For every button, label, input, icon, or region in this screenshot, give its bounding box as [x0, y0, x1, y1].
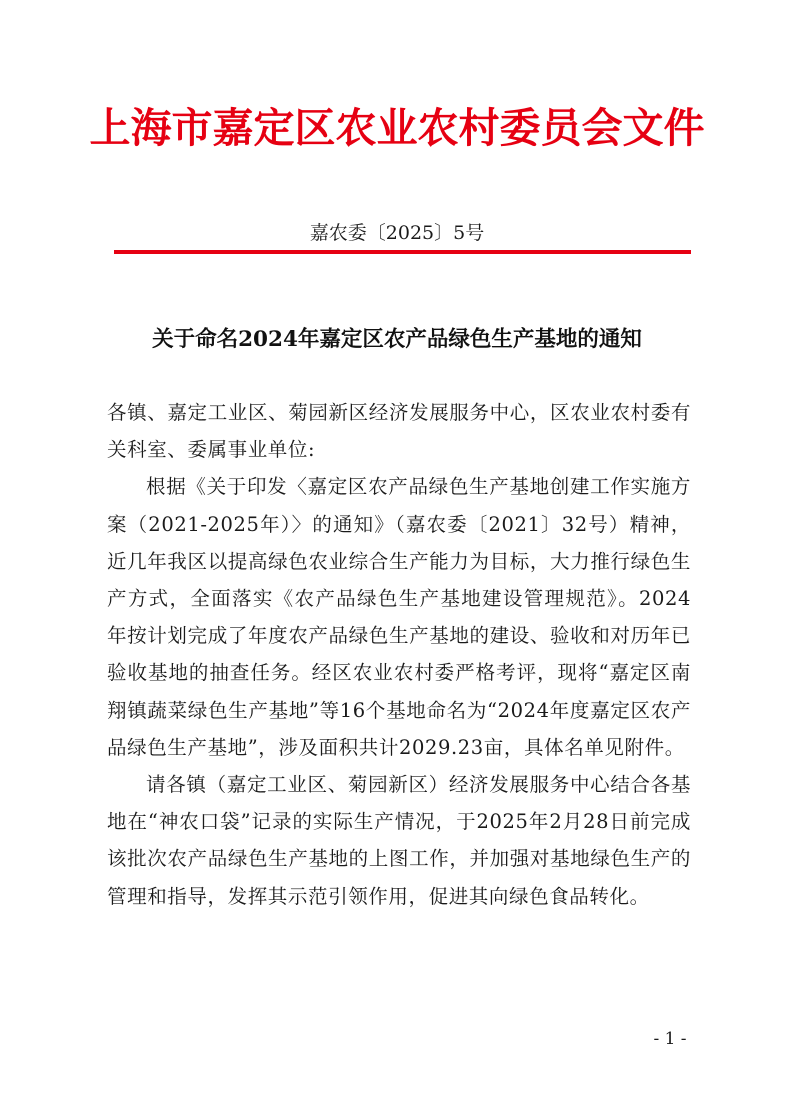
document-header-title: 上海市嘉定区农业农村委员会文件 [89, 104, 705, 152]
body-paragraph-2: 请各镇（嘉定工业区、菊园新区）经济发展服务中心结合各基地在“神农口袋”记录的实际生产情况，于2025年2月28日前完成该批次农产品绿色生产基地的上图工作，并加强对基地绿色生产的管理和指导，发挥其示范引领作用，促进其向绿色食品转化。 [107, 773, 691, 908]
body-paragraph-1: 根据《关于印发〈嘉定区农产品绿色生产基地创建工作实施方案（2021-2025年）〉的通知》（嘉农委〔2021〕32号）精神，近几年我区以提高绿色农业综合生产能力为目标，大力推行绿色生产方式，全面落实《农产品绿色生产基地建设管理规范》。2024年按计划完成了年度农产品绿色生产基地的建设、验收和对历年已验收基地的抽查任务。经区农业农村委严格考评，现将“嘉定区南翔镇蔬菜绿色生产基地”等16个基地命名为“2024年度嘉定区农产品绿色生产基地”，涉及面积共计2029.23亩，具体名单见附件。 [107, 475, 691, 759]
document-number: 嘉农委〔2025〕5号 [309, 222, 485, 244]
page-number: - 1 - [653, 1029, 687, 1049]
notice-title: 关于命名2024年嘉定区农产品绿色生产基地的通知 [152, 327, 642, 352]
header-red-rule [114, 250, 691, 254]
document-body [107, 394, 691, 915]
addressee-line: 各镇、嘉定工业区、菊园新区经济发展服务中心，区农业农村委有关科室、委属事业单位: [107, 401, 691, 462]
